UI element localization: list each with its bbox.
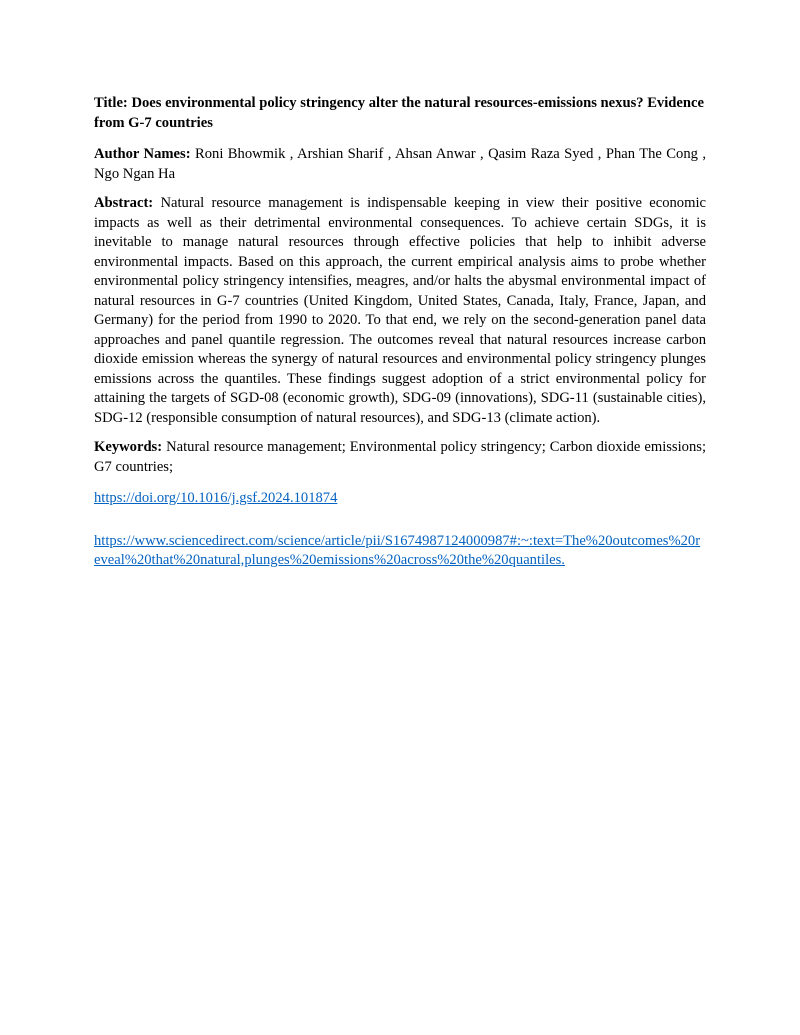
authors-label: Author Names:: [94, 146, 191, 162]
sciencedirect-link[interactable]: https://www.sciencedirect.com/science/article/pii/S1674987124000987#:~:text=The%20outcomes%20reveal%20that%20natural,plunges%20emissions%20across%20the%20quantiles.: [94, 532, 701, 568]
abstract: [94, 194, 706, 428]
document-page: [94, 94, 706, 571]
author-names: [94, 145, 706, 184]
paper-title: [94, 94, 706, 133]
title-text: Does environmental policy stringency alter the natural resources-emissions nexus? Evidence from G-7 countries: [94, 95, 704, 131]
abstract-label: Abstract:: [94, 195, 154, 211]
keywords: [94, 438, 706, 477]
keywords-text: Natural resource management; Environmental policy stringency; Carbon dioxide emissions; G7 countries;: [94, 439, 706, 475]
authors-text: Roni Bhowmik , Arshian Sharif , Ahsan Anwar , Qasim Raza Syed , Phan The Cong , Ngo Ngan Ha: [94, 146, 706, 182]
doi-link[interactable]: https://doi.org/10.1016/j.gsf.2024.101874: [94, 490, 338, 506]
keywords-label: Keywords:: [94, 439, 163, 455]
abstract-text: Natural resource management is indispensable keeping in view their positive economic impacts as well as their detrimental environmental consequences. To achieve certain SDGs, it is inevitable to manage natural resources through effective policies that help to inhibit adverse environmental impacts. Based on this approach, the current empirical analysis aims to probe whether environmental policy stringency intensifies, meagres, and/or halts the abysmal environmental impact of natural resources in G-7 countries (United Kingdom, United States, Canada, Italy, France, Japan, and Germany) for the period from 1990 to 2020. To that end, we rely on the second-generation panel data approaches and panel quantile regression. The outcomes reveal that natural resources increase carbon dioxide emission whereas the synergy of natural resources and environmental policy stringency plunges emissions across the quantiles. These findings suggest adoption of a strict environmental policy for attaining the targets of SGD-08 (economic growth), SDG-09 (innovations), SDG-11 (sustainable cities), SDG-12 (responsible consumption of natural resources), and SDG-13 (climate action).: [94, 195, 706, 426]
title-label: Title:: [94, 95, 132, 111]
